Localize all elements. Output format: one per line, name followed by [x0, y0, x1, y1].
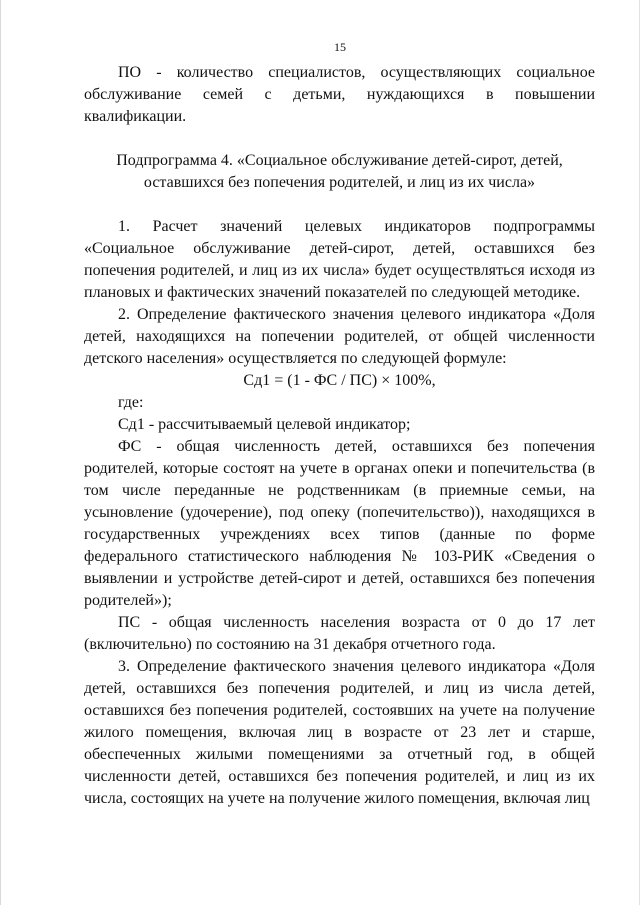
paragraph-item-2: 2. Определение фактического значения целевого индикатора «Доля детей, находящихся на попечении родителей, от общей численности детского населения» осуществляется по следующей формуле:	[84, 306, 595, 367]
formula: Сд1 = (1 - ФС / ПС) × 100%,	[243, 372, 436, 389]
paragraph-item-3: 3. Определение фактического значения целевого индикатора «Доля детей, оставшихся без попечения родителей, и лиц из числа детей, оставшихся без попечения родителей, состоявших на учете на получение жилого помещения, включая лиц в возрасте от 23 лет и старше, обеспеченных жилыми помещениями за отчетный год, в общей численности детей, оставшихся без попечения родителей, и лиц из их числа, состоящих на учете на получение жилого помещения, включая лиц	[84, 658, 595, 807]
definition-po: ПО - количество специалистов, осуществляющих социальное обслуживание семей с детьми, нуждающихся в повышении квалификации.	[84, 64, 595, 125]
subprogram-heading-line1: Подпрограмма 4. «Социальное обслуживание детей-сирот, детей,	[116, 152, 563, 169]
page-number: 15	[334, 40, 346, 54]
definition-ps: ПС - общая численность населения возраста от 0 до 17 лет (включительно) по состоянию на 31 декабря отчетного года.	[84, 614, 595, 653]
definition-sd1: Сд1 - рассчитываемый целевой индикатор;	[118, 416, 411, 433]
scan-edge-left	[0, 0, 1, 905]
subprogram-heading	[84, 150, 595, 194]
paragraph-item-1: 1. Расчет значений целевых индикаторов подпрограммы «Социальное обслуживание детей-сирот, детей, оставшихся без попечения родителей, и лиц из их числа» будет осуществляться исходя из плановых и фактических значений показателей по следующей методике.	[84, 218, 595, 301]
subprogram-heading-line2: оставшихся без попечения родителей, и лиц из их числа»	[143, 174, 536, 191]
document-body	[84, 62, 595, 810]
definition-fs: ФС - общая численность детей, оставшихся без попечения родителей, которые состоят на учете в органах опеки и попечительства (в том числе переданные не родственникам (в приемные семьи, на усыновление (удочерение), под опеку (попечительство)), находящихся в государственных учреждениях всех типов (данные по форме федерального статистического наблюдения № 103-РИК «Сведения о выявлении и устройстве детей-сирот и детей, оставшихся без попечения родителей»);	[84, 438, 595, 609]
where-label: где:	[118, 394, 144, 411]
